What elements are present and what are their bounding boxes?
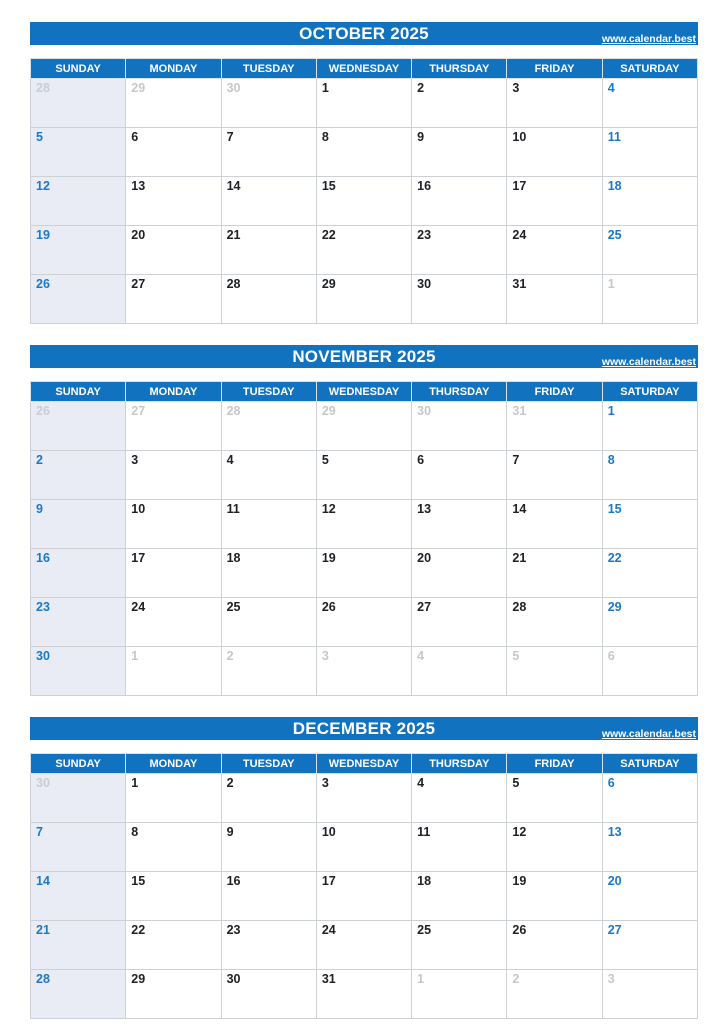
day-cell [412, 970, 507, 1019]
day-number: 16 [417, 179, 432, 193]
day-number: 8 [321, 130, 329, 144]
day-header-sunday: SUNDAY [31, 382, 126, 402]
day-cell [31, 774, 126, 823]
day-number: 12 [321, 502, 336, 516]
day-number: 27 [131, 277, 146, 291]
day-number: 14 [226, 179, 241, 193]
day-header-friday: FRIDAY [507, 382, 602, 402]
day-number: 30 [226, 81, 241, 95]
day-cell [412, 275, 507, 324]
day-number: 3 [131, 453, 139, 467]
day-cell [316, 872, 411, 921]
week-row [31, 177, 698, 226]
day-number: 19 [36, 228, 50, 242]
day-cell [316, 500, 411, 549]
day-number: 26 [36, 277, 50, 291]
day-number: 12 [512, 825, 527, 839]
day-number: 21 [226, 228, 241, 242]
day-cell [602, 226, 697, 275]
day-header-monday: MONDAY [126, 754, 221, 774]
day-number: 16 [226, 874, 241, 888]
day-cell [507, 451, 602, 500]
day-number: 27 [607, 923, 622, 937]
day-number: 1 [131, 649, 139, 663]
day-number: 30 [417, 404, 432, 418]
week-row [31, 451, 698, 500]
day-number: 10 [131, 502, 146, 516]
day-cell [126, 500, 221, 549]
day-cell [31, 177, 126, 226]
day-cell [126, 970, 221, 1019]
week-row [31, 774, 698, 823]
month-october [30, 22, 698, 324]
day-cell [316, 451, 411, 500]
day-number: 30 [36, 776, 50, 790]
day-number: 5 [512, 776, 520, 790]
day-header-monday: MONDAY [126, 382, 221, 402]
day-cell [507, 402, 602, 451]
day-number: 10 [512, 130, 527, 144]
day-number: 1 [131, 776, 139, 790]
day-header-saturday: SATURDAY [602, 59, 697, 79]
site-link[interactable]: www.calendar.best [601, 32, 696, 45]
day-number: 1 [321, 81, 329, 95]
day-cell [126, 549, 221, 598]
week-row [31, 275, 698, 324]
day-cell [126, 275, 221, 324]
day-number: 5 [512, 649, 520, 663]
day-cell [126, 647, 221, 696]
day-cell [412, 549, 507, 598]
day-number: 29 [607, 600, 622, 614]
day-cell [221, 79, 316, 128]
day-cell [221, 451, 316, 500]
day-cell [221, 226, 316, 275]
day-header-friday: FRIDAY [507, 754, 602, 774]
day-number: 8 [131, 825, 139, 839]
day-number: 3 [321, 776, 329, 790]
day-number: 7 [226, 130, 234, 144]
day-number: 27 [131, 404, 146, 418]
day-cell [507, 549, 602, 598]
day-number: 17 [131, 551, 146, 565]
day-cell [507, 177, 602, 226]
week-row [31, 970, 698, 1019]
day-cell [126, 128, 221, 177]
day-number: 7 [512, 453, 520, 467]
day-number: 22 [131, 923, 146, 937]
day-number: 6 [417, 453, 425, 467]
day-number: 11 [226, 502, 240, 516]
day-cell [316, 128, 411, 177]
day-number: 26 [321, 600, 336, 614]
day-cell [316, 402, 411, 451]
day-cell [602, 598, 697, 647]
day-number: 19 [321, 551, 336, 565]
day-header-saturday: SATURDAY [602, 754, 697, 774]
day-cell [316, 79, 411, 128]
day-number: 5 [36, 130, 43, 144]
day-cell [412, 402, 507, 451]
day-number: 4 [417, 649, 425, 663]
week-row [31, 549, 698, 598]
day-number: 4 [607, 81, 615, 95]
day-header-tuesday: TUESDAY [221, 59, 316, 79]
day-header-monday: MONDAY [126, 59, 221, 79]
day-cell [126, 872, 221, 921]
day-cell [316, 647, 411, 696]
day-number: 31 [512, 277, 527, 291]
day-cell [221, 500, 316, 549]
day-number: 25 [226, 600, 241, 614]
day-cell [126, 598, 221, 647]
day-cell [507, 921, 602, 970]
day-number: 7 [36, 825, 43, 839]
day-number: 24 [512, 228, 527, 242]
months-container [30, 22, 698, 1019]
day-number: 18 [607, 179, 622, 193]
day-cell [507, 79, 602, 128]
day-cell [31, 402, 126, 451]
day-cell [221, 647, 316, 696]
day-cell [412, 872, 507, 921]
day-cell [602, 451, 697, 500]
day-cell [316, 921, 411, 970]
day-number: 5 [321, 453, 329, 467]
day-cell [221, 823, 316, 872]
month-november [30, 345, 698, 696]
day-cell [412, 226, 507, 275]
day-number: 14 [512, 502, 527, 516]
day-cell [126, 921, 221, 970]
day-cell [507, 598, 602, 647]
day-header-wednesday: WEDNESDAY [316, 382, 411, 402]
day-number: 28 [226, 277, 241, 291]
calendar-grid [30, 753, 698, 1019]
day-cell [31, 872, 126, 921]
day-number: 9 [36, 502, 43, 516]
day-cell [221, 774, 316, 823]
day-number: 28 [226, 404, 241, 418]
day-number: 16 [36, 551, 50, 565]
day-cell [31, 79, 126, 128]
day-cell [507, 226, 602, 275]
day-cell [31, 549, 126, 598]
day-number: 2 [512, 972, 520, 986]
day-number: 29 [131, 972, 146, 986]
day-number: 17 [512, 179, 527, 193]
day-cell [507, 872, 602, 921]
day-cell [221, 921, 316, 970]
day-cell [507, 823, 602, 872]
day-header-thursday: THURSDAY [412, 59, 507, 79]
day-number: 3 [321, 649, 329, 663]
day-header-thursday: THURSDAY [412, 382, 507, 402]
day-number: 1 [607, 277, 615, 291]
day-number: 9 [417, 130, 425, 144]
day-number: 23 [226, 923, 241, 937]
day-cell [602, 872, 697, 921]
week-row [31, 823, 698, 872]
day-number: 30 [36, 649, 50, 663]
day-cell [126, 823, 221, 872]
day-header-sunday: SUNDAY [31, 59, 126, 79]
day-number: 10 [321, 825, 336, 839]
day-cell [31, 226, 126, 275]
day-cell [316, 598, 411, 647]
week-row [31, 921, 698, 970]
day-number: 9 [226, 825, 234, 839]
calendar-grid [30, 58, 698, 324]
day-number: 31 [512, 404, 527, 418]
day-number: 30 [417, 277, 432, 291]
day-cell [126, 177, 221, 226]
day-cell [126, 79, 221, 128]
day-cell [507, 500, 602, 549]
day-number: 24 [321, 923, 336, 937]
day-number: 29 [321, 404, 336, 418]
day-number: 15 [607, 502, 622, 516]
day-number: 17 [321, 874, 336, 888]
day-cell [602, 79, 697, 128]
week-row [31, 500, 698, 549]
day-cell [31, 598, 126, 647]
day-number: 18 [226, 551, 241, 565]
calendar-grid [30, 381, 698, 696]
day-cell [126, 402, 221, 451]
day-cell [316, 226, 411, 275]
day-number: 22 [607, 551, 622, 565]
day-cell [602, 275, 697, 324]
day-number: 1 [417, 972, 425, 986]
day-number: 4 [226, 453, 234, 467]
day-number: 11 [417, 825, 431, 839]
day-cell [602, 128, 697, 177]
month-title: DECEMBER 2025 [292, 719, 436, 738]
day-cell [221, 275, 316, 324]
day-number: 13 [607, 825, 622, 839]
day-number: 30 [226, 972, 241, 986]
day-cell [316, 549, 411, 598]
day-header-row [31, 59, 698, 79]
day-cell [31, 823, 126, 872]
day-number: 2 [417, 81, 425, 95]
day-number: 1 [607, 404, 615, 418]
day-cell [412, 921, 507, 970]
day-number: 4 [417, 776, 425, 790]
day-header-sunday: SUNDAY [31, 754, 126, 774]
day-cell [316, 774, 411, 823]
day-cell [412, 79, 507, 128]
day-cell [412, 177, 507, 226]
week-row [31, 226, 698, 275]
day-header-friday: FRIDAY [507, 59, 602, 79]
month-title-bar [30, 345, 698, 368]
day-cell [602, 402, 697, 451]
day-number: 6 [131, 130, 139, 144]
day-cell [221, 598, 316, 647]
day-header-row [31, 754, 698, 774]
day-cell [602, 921, 697, 970]
day-number: 15 [131, 874, 146, 888]
day-number: 29 [131, 81, 146, 95]
month-title-bar [30, 22, 698, 45]
day-cell [126, 226, 221, 275]
day-cell [602, 647, 697, 696]
day-cell [221, 402, 316, 451]
day-number: 21 [36, 923, 50, 937]
day-cell [602, 549, 697, 598]
day-number: 25 [607, 228, 622, 242]
day-cell [507, 774, 602, 823]
day-cell [602, 774, 697, 823]
day-number: 19 [512, 874, 527, 888]
day-number: 6 [607, 776, 615, 790]
day-number: 2 [226, 776, 234, 790]
day-cell [412, 451, 507, 500]
day-cell [507, 275, 602, 324]
day-number: 23 [36, 600, 50, 614]
day-number: 6 [607, 649, 615, 663]
day-cell [602, 823, 697, 872]
week-row [31, 79, 698, 128]
day-number: 14 [36, 874, 50, 888]
day-number: 27 [417, 600, 432, 614]
day-cell [507, 647, 602, 696]
day-cell [602, 970, 697, 1019]
day-number: 3 [512, 81, 520, 95]
day-number: 25 [417, 923, 432, 937]
day-number: 29 [321, 277, 336, 291]
day-number: 11 [607, 130, 621, 144]
day-header-tuesday: TUESDAY [221, 754, 316, 774]
day-header-tuesday: TUESDAY [221, 382, 316, 402]
day-number: 20 [417, 551, 432, 565]
day-cell [31, 970, 126, 1019]
day-cell [31, 500, 126, 549]
day-number: 2 [226, 649, 234, 663]
day-cell [221, 872, 316, 921]
day-number: 12 [36, 179, 50, 193]
month-title: NOVEMBER 2025 [292, 347, 436, 366]
day-number: 13 [417, 502, 432, 516]
day-header-saturday: SATURDAY [602, 382, 697, 402]
day-cell [316, 823, 411, 872]
week-row [31, 598, 698, 647]
day-number: 20 [131, 228, 146, 242]
month-december [30, 717, 698, 1019]
day-cell [126, 451, 221, 500]
day-number: 8 [607, 453, 615, 467]
day-number: 23 [417, 228, 432, 242]
day-cell [316, 177, 411, 226]
day-cell [221, 128, 316, 177]
day-cell [31, 451, 126, 500]
day-cell [316, 970, 411, 1019]
day-cell [507, 128, 602, 177]
day-number: 28 [36, 972, 50, 986]
day-cell [602, 177, 697, 226]
day-number: 28 [36, 81, 50, 95]
day-number: 15 [321, 179, 336, 193]
day-cell [412, 128, 507, 177]
day-cell [412, 500, 507, 549]
month-title: OCTOBER 2025 [299, 24, 429, 43]
site-link[interactable]: www.calendar.best [601, 727, 696, 740]
day-number: 26 [512, 923, 527, 937]
day-cell [31, 275, 126, 324]
day-cell [221, 970, 316, 1019]
day-number: 20 [607, 874, 622, 888]
day-cell [31, 647, 126, 696]
day-number: 22 [321, 228, 336, 242]
day-cell [412, 598, 507, 647]
day-cell [412, 823, 507, 872]
day-header-thursday: THURSDAY [412, 754, 507, 774]
day-cell [316, 275, 411, 324]
day-number: 24 [131, 600, 146, 614]
day-number: 31 [321, 972, 336, 986]
week-row [31, 128, 698, 177]
day-number: 18 [417, 874, 432, 888]
day-cell [507, 970, 602, 1019]
day-cell [221, 549, 316, 598]
day-number: 3 [607, 972, 615, 986]
day-cell [412, 774, 507, 823]
day-header-row [31, 382, 698, 402]
week-row [31, 402, 698, 451]
month-title-bar [30, 717, 698, 740]
day-number: 28 [512, 600, 527, 614]
day-header-wednesday: WEDNESDAY [316, 59, 411, 79]
day-cell [31, 128, 126, 177]
day-number: 2 [36, 453, 43, 467]
day-cell [602, 500, 697, 549]
day-number: 21 [512, 551, 527, 565]
week-row [31, 872, 698, 921]
day-header-wednesday: WEDNESDAY [316, 754, 411, 774]
day-cell [31, 921, 126, 970]
day-cell [221, 177, 316, 226]
day-cell [126, 774, 221, 823]
site-link[interactable]: www.calendar.best [601, 355, 696, 368]
day-cell [412, 647, 507, 696]
day-number: 13 [131, 179, 146, 193]
week-row [31, 647, 698, 696]
day-number: 26 [36, 404, 50, 418]
